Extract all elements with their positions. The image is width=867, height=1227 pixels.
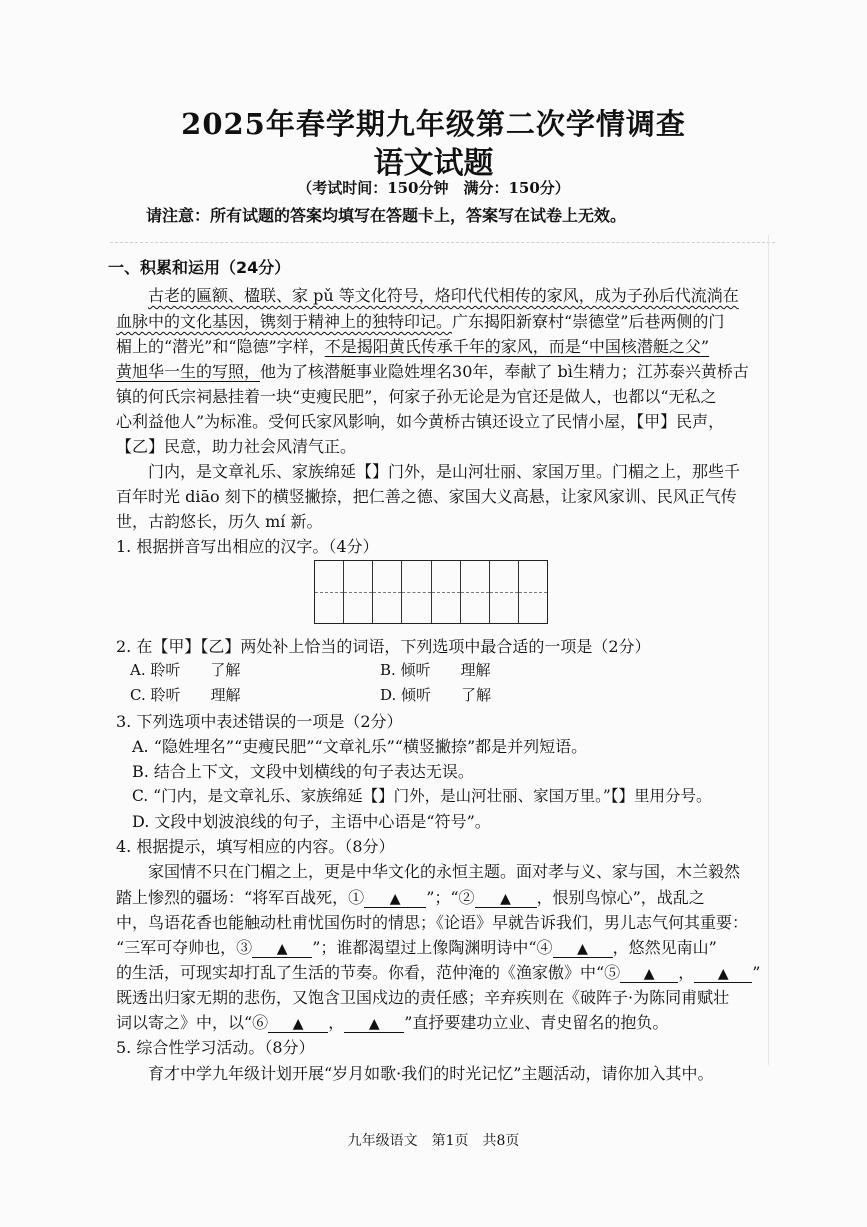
passage-line: 门内，是文章礼乐、家族绵延【】门外，是山河壮丽、家国万里。门楣之上，那些千 [148, 462, 741, 481]
q4-line [116, 1010, 668, 1033]
passage-line: 镇的何氏宗祠悬挂着一块“吏瘦民肥”，何家子孙无论是为官还是做人，也都以“无私之 [116, 387, 717, 406]
q4-text: 踏上惨烈的疆场：“将军百战死，① [116, 888, 365, 907]
q4-text: ”；谁都渴望过上像陶渊明诗中“④ [312, 938, 553, 957]
option-a: A. “隐姓埋名”“吏瘦民肥”“文章礼乐”“横竖撇捺”都是并列短语。 [132, 737, 588, 756]
grid-cell [315, 561, 344, 623]
q4-line [116, 960, 760, 983]
q4-text: ” [752, 963, 761, 982]
blank-1: ▲ [364, 891, 426, 908]
q4-text: ”直抒要建功立业、青史留名的抱负。 [404, 1013, 669, 1032]
grid-cell [344, 561, 373, 623]
option-b: B. 结合上下文，文段中划横线的句子表达无误。 [132, 762, 474, 781]
option-a: A. 聆听 了解 [130, 661, 241, 679]
question-2: 2. 在【甲】【乙】两处补上恰当的词语，下列选项中最合适的一项是（2分） [116, 637, 651, 656]
exam-info: （考试时间：150分钟 满分：150分） [297, 179, 570, 197]
underlined-sentence-part: 黄旭华一生的写照， [116, 362, 261, 381]
passage-line [116, 359, 749, 382]
q4-text: “三军可夺帅也，③ [116, 938, 253, 957]
q4-text: ， [678, 963, 695, 982]
blank-3: ▲ [252, 941, 312, 958]
q4-text: ，恨别鸟惊心”，战乱之 [536, 888, 705, 907]
blank-5a: ▲ [620, 966, 678, 983]
q4-text: ，悠然见南山” [612, 938, 717, 957]
section-heading: 一、积累和运用（24分） [108, 258, 291, 277]
passage-line: 世，古韵悠长，历久 mí 新。 [116, 512, 323, 531]
grid-cell [402, 561, 431, 623]
q4-text: ， [328, 1013, 345, 1032]
passage-text: 楣上的“潜光”和“隐德”字样， [116, 337, 325, 356]
wavy-sentence-part: 血脉中的文化基因，镌刻于精神上的独特印记。 [116, 312, 453, 331]
grid-cell [519, 561, 547, 623]
q4-line [116, 885, 705, 908]
question-5: 5. 综合性学习活动。（8分） [116, 1038, 315, 1057]
q4-line: 中，鸟语花香也能触动杜甫忧国伤时的情思；《论语》早就告诉我们，男儿志气何其重要： [116, 913, 749, 932]
notice: 请注意：所有试题的答案均填写在答题卡上，答案写在试卷上无效。 [146, 206, 627, 225]
grid-cell [490, 561, 519, 623]
passage-line [148, 283, 739, 306]
passage-line: 心利益他人”为标准。受何氏家风影响，如今黄桥古镇还设立了民情小屋，【甲】民声， [116, 412, 725, 431]
answer-grid [314, 560, 548, 624]
option-c: C. “门内，是文章礼乐、家族绵延【】门外，是山河壮丽、家国万里。”【】里用分号。 [132, 787, 712, 805]
option-d: D. 文段中划波浪线的句子，主语中心语是“符号”。 [132, 812, 491, 831]
underlined-sentence-part: 不是揭阳黄氏传承千年的家风，而是“中国核潜艇之父” [324, 337, 710, 356]
passage-line [116, 334, 709, 357]
option-c: C. 聆听 理解 [130, 686, 241, 704]
page-footer: 九年级语文 第1页 共8页 [347, 1133, 520, 1149]
q5-line: 育才中学九年级计划开展“岁月如歌·我们的时光记忆”主题活动，请你加入其中。 [148, 1064, 714, 1083]
q4-line: 家国情不只在门楣之上，更是中华文化的永恒主题。面对孝与义、家与国，木兰毅然 [148, 862, 741, 881]
q4-text: 的生活，可现实却打乱了生活的节奏。你看，范仲淹的《渔家傲》中“⑤ [116, 963, 621, 982]
q4-text: ”；“② [426, 888, 475, 907]
wavy-sentence-part: 古老的匾额、楹联、家 pǔ 等文化符号，烙印代代相传的家风，成为子孙后代流淌在 [148, 286, 739, 305]
divider [110, 242, 775, 243]
passage-text: 他为了核潜艇事业隐姓埋名30年，奉献了 bì生精力；江苏泰兴黄桥古 [260, 362, 749, 381]
subject-title: 语文试题 [373, 146, 494, 181]
scan-edge [768, 235, 769, 1065]
blank-4: ▲ [553, 941, 613, 958]
passage-line: 【乙】民意，助力社会风清气正。 [116, 437, 357, 456]
q4-line: 既透出归家无期的悲伤，又饱含卫国戍边的责任感；辛弃疾则在《破阵子·为陈同甫赋壮 [116, 988, 730, 1007]
option-d: D. 倾听 了解 [380, 686, 492, 704]
grid-cell [373, 561, 402, 623]
grid-cell [461, 561, 490, 623]
q4-text: 词以寄之》中，以“⑥ [116, 1013, 269, 1032]
passage-text: 广东揭阳新寮村“崇德堂”后巷两侧的门 [452, 312, 725, 331]
passage-line: 百年时光 diāo 刻下的横竖撇捺，把仁善之德、家国大义高悬，让家风家训、民风正气传 [116, 487, 737, 506]
passage-line [116, 309, 724, 332]
question-4: 4. 根据提示，填写相应的内容。（8分） [116, 837, 395, 856]
blank-6b: ▲ [344, 1016, 404, 1033]
grid-cell [432, 561, 461, 623]
question-1: 1. 根据拼音写出相应的汉字。（4分） [116, 537, 379, 556]
q4-line [116, 935, 717, 958]
blank-2: ▲ [475, 891, 537, 908]
option-b: B. 倾听 理解 [380, 661, 491, 679]
blank-6a: ▲ [268, 1016, 328, 1033]
exam-title: 2025年春学期九年级第二次学情调查 [181, 107, 686, 141]
question-3: 3. 下列选项中表述错误的一项是（2分） [116, 712, 403, 731]
blank-5b: ▲ [694, 966, 752, 983]
